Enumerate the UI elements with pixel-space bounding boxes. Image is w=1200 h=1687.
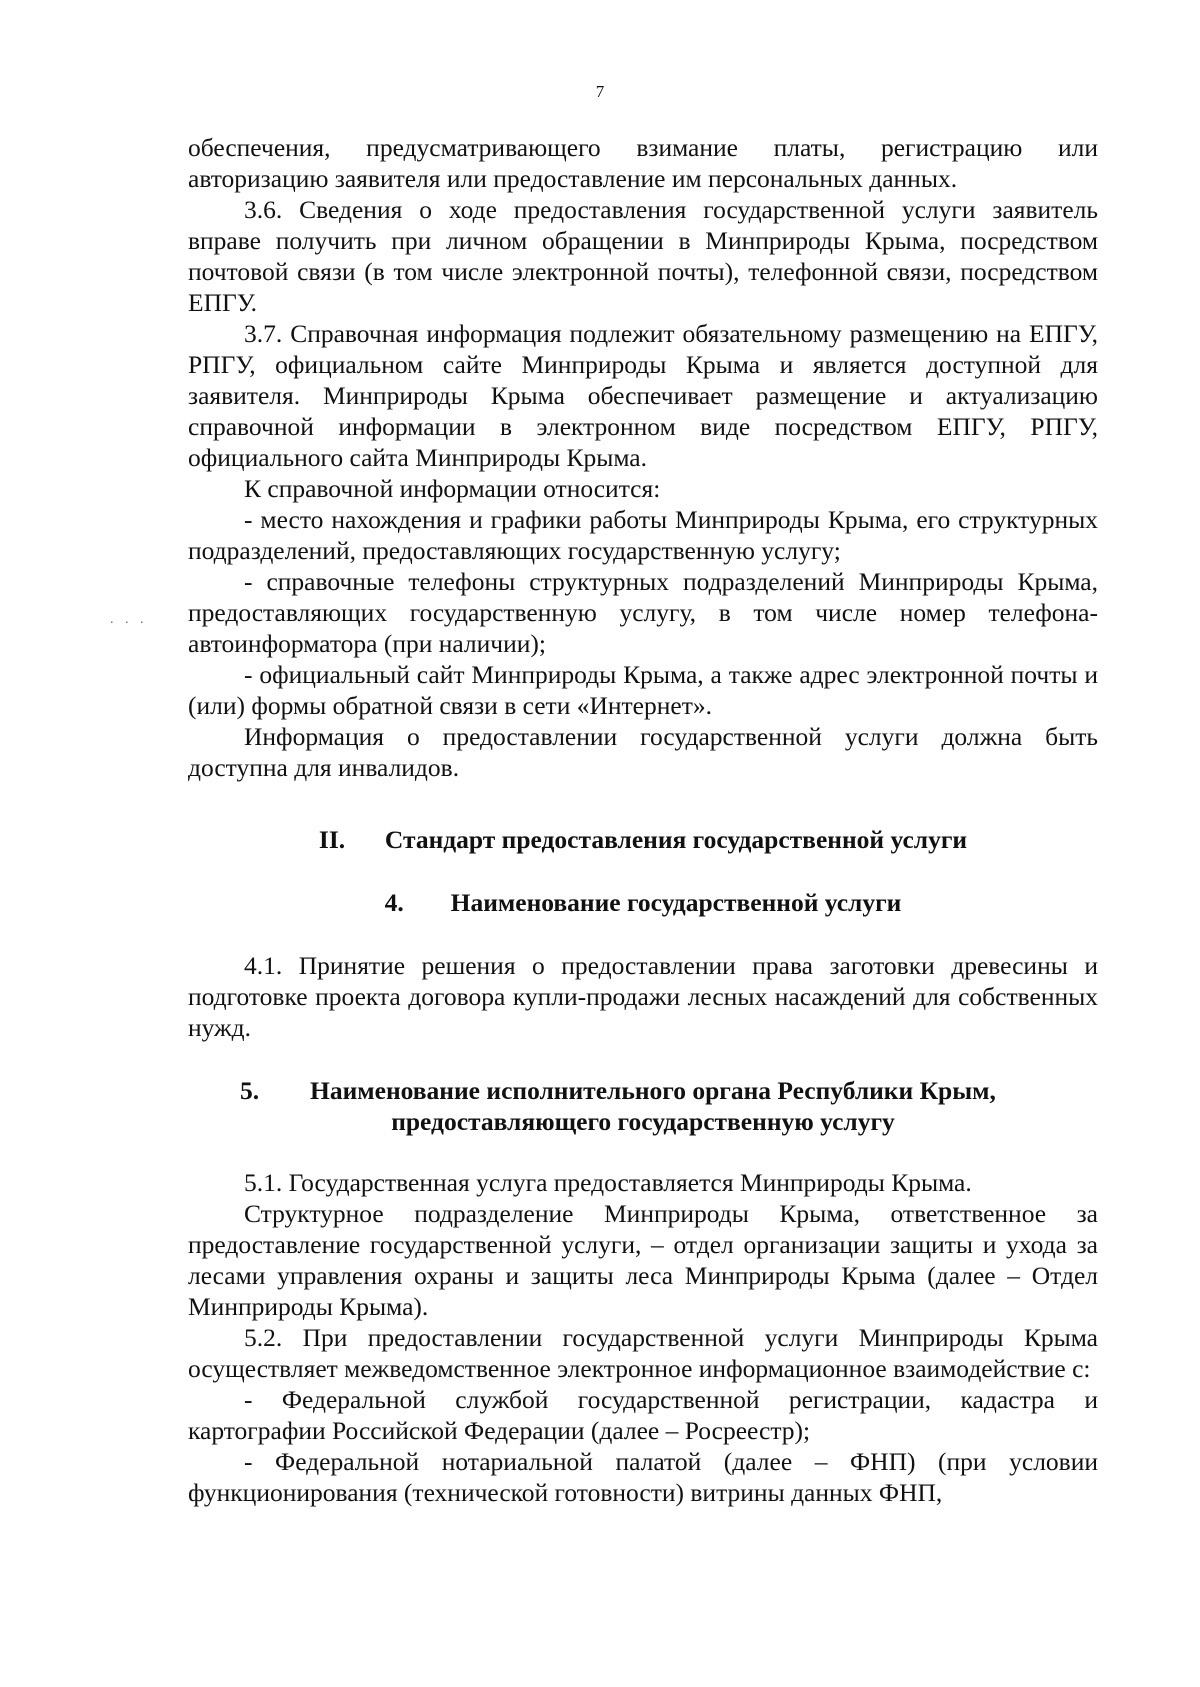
paragraph-continuation: обеспечения, предусматривающего взимание платы, регистрацию или авторизацию заявителя или предоставление им персональных данных. <box>188 133 1098 193</box>
list-item-website: - официальный сайт Минприроды Крыма, а также адрес электронной почты и (или) формы обратной связи в сети «Интернет». <box>188 660 1098 720</box>
list-item-phones: - справочные телефоны структурных подразделений Минприроды Крыма, предоставляющих государственную услугу, в том числе номер телефона-автоинформатора (при наличии); <box>188 567 1098 658</box>
section-number: II. <box>318 825 346 854</box>
section-heading-4 <box>188 887 1098 918</box>
scan-artifact-dots: . . . <box>110 612 148 627</box>
section-number: 5. <box>240 1076 260 1105</box>
page-number: 7 <box>595 82 605 101</box>
list-item-rosreestr: - Федеральной службой государственной регистрации, кадастра и картографии Российской Федерации (далее – Росреестр); <box>188 1385 1098 1445</box>
paragraph-reference-info: К справочной информации относится: <box>244 474 661 503</box>
section-title: Наименование государственной услуги <box>450 888 902 917</box>
paragraph-4-1: 4.1. Принятие решения о предоставлении права заготовки древесины и подготовке проекта договора купли-продажи лесных насаждений для собственных нужд. <box>188 951 1098 1042</box>
section-title-line-1 <box>188 1075 1098 1106</box>
section-title: Наименование исполнительного органа Республики Крым, <box>310 1076 996 1105</box>
section-heading-2 <box>188 824 1098 855</box>
document-body <box>188 132 1098 1508</box>
section-title: Стандарт предоставления государственной услуги <box>384 825 968 854</box>
paragraph-3-7: 3.7. Справочная информация подлежит обязательному размещению на ЕПГУ, РПГУ, официальном сайте Минприроды Крыма и является доступной для заявителя. Минприроды Крыма обеспечивает размещение и актуализацию справочной информации в электронном виде посредством ЕПГУ, РПГУ, официального сайта Минприроды Крыма. <box>188 319 1098 472</box>
section-heading-5 <box>188 1075 1098 1137</box>
list-item-fnp: - Федеральной нотариальной палатой (далее – ФНП) (при условии функционирования (технической готовности) витрины данных ФНП, <box>188 1447 1098 1507</box>
paragraph-5-2: 5.2. При предоставлении государственной услуги Минприроды Крыма осуществляет межведомственное электронное информационное взаимодействие с: <box>188 1323 1098 1383</box>
paragraph-accessibility: Информация о предоставлении государственной услуги должна быть доступна для инвалидов. <box>188 722 1098 782</box>
paragraph-3-6: 3.6. Сведения о ходе предоставления государственной услуги заявитель вправе получить при личном обращении в Минприроды Крыма, посредством почтовой связи (в том числе электронной почты), телефонной связи, посредством ЕПГУ. <box>188 195 1098 317</box>
section-title-line-2: предоставляющего государственную услугу <box>391 1107 895 1136</box>
paragraph-structural-unit: Структурное подразделение Минприроды Крыма, ответственное за предоставление государственной услуги, – отдел организации защиты и ухода за лесами управления охраны и защиты леса Минприроды Крыма (далее – Отдел Минприроды Крыма). <box>188 1199 1098 1321</box>
section-number: 4. <box>384 888 404 917</box>
paragraph-5-1: 5.1. Государственная услуга предоставляется Минприроды Крыма. <box>244 1168 972 1197</box>
list-item-location: - место нахождения и графики работы Минприроды Крыма, его структурных подразделений, предоставляющих государственную услугу; <box>188 505 1098 565</box>
